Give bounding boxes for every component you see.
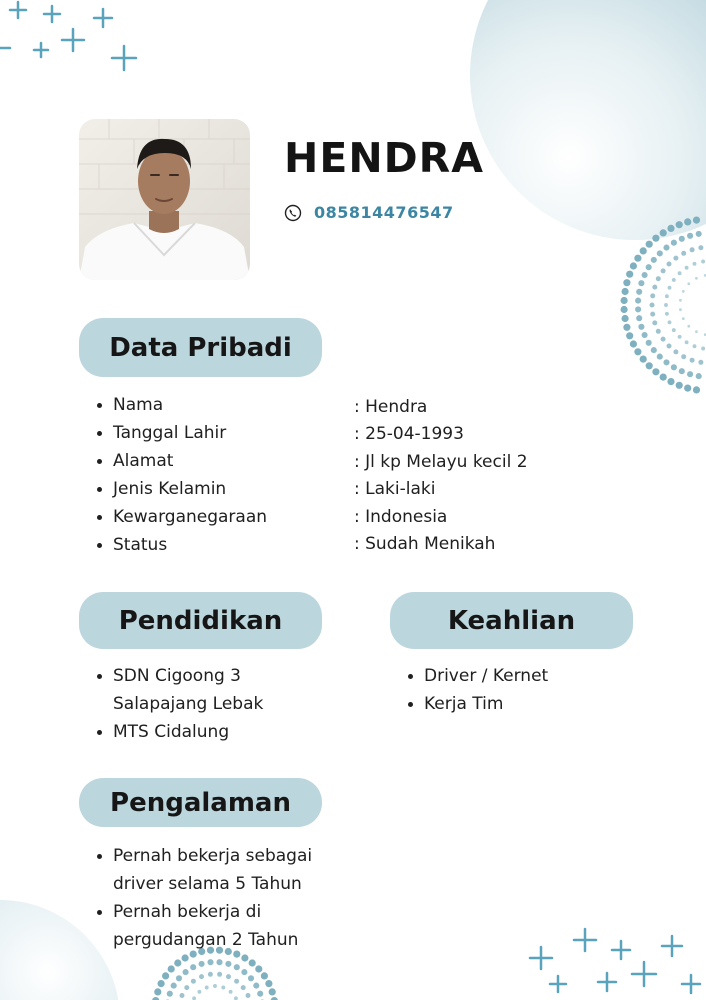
section-title-data-pribadi: Data Pribadi xyxy=(79,318,322,377)
personal-value: : Indonesia xyxy=(354,506,448,527)
dot-arc-pattern-right xyxy=(600,180,706,430)
skill-item: Kerja Tim xyxy=(408,690,548,718)
skill-item: Driver / Kernet xyxy=(408,662,548,690)
personal-value: : 25-04-1993 xyxy=(354,424,464,445)
section-title-pendidikan: Pendidikan xyxy=(79,592,322,649)
section-title-pengalaman: Pengalaman xyxy=(79,778,322,827)
candidate-name: HENDRA xyxy=(284,134,484,182)
personal-label: Jenis Kelamin xyxy=(97,475,267,503)
experience-item: Pernah bekerja di pergudangan 2 Tahun xyxy=(97,898,337,954)
profile-photo xyxy=(79,119,250,280)
skills-list xyxy=(408,662,548,718)
personal-labels-list xyxy=(97,391,267,559)
personal-value: : Sudah Menikah xyxy=(354,534,496,555)
education-item: MTS Cidalung xyxy=(97,718,317,746)
personal-values-list xyxy=(354,394,528,558)
plus-pattern-bottom-right xyxy=(520,920,706,1000)
personal-value: : Hendra xyxy=(354,397,428,417)
phone-number: 085814476547 xyxy=(314,203,454,222)
phone-row xyxy=(284,203,454,222)
personal-label: Tanggal Lahir xyxy=(97,419,267,447)
experience-item: Pernah bekerja sebagai driver selama 5 Tahun xyxy=(97,842,337,898)
personal-label: Kewarganegaraan xyxy=(97,503,267,531)
education-item: SDN Cigoong 3 Salapajang Lebak xyxy=(97,662,317,718)
personal-label: Nama xyxy=(97,391,267,419)
experience-list xyxy=(97,842,337,954)
phone-icon xyxy=(284,204,302,222)
plus-pattern-top-left xyxy=(0,0,150,80)
section-title-keahlian: Keahlian xyxy=(390,592,633,649)
personal-value: : Laki-laki xyxy=(354,479,436,500)
personal-value: : Jl kp Melayu kecil 2 xyxy=(354,451,528,472)
personal-label: Status xyxy=(97,531,267,559)
education-list xyxy=(97,662,317,746)
personal-label: Alamat xyxy=(97,447,267,475)
